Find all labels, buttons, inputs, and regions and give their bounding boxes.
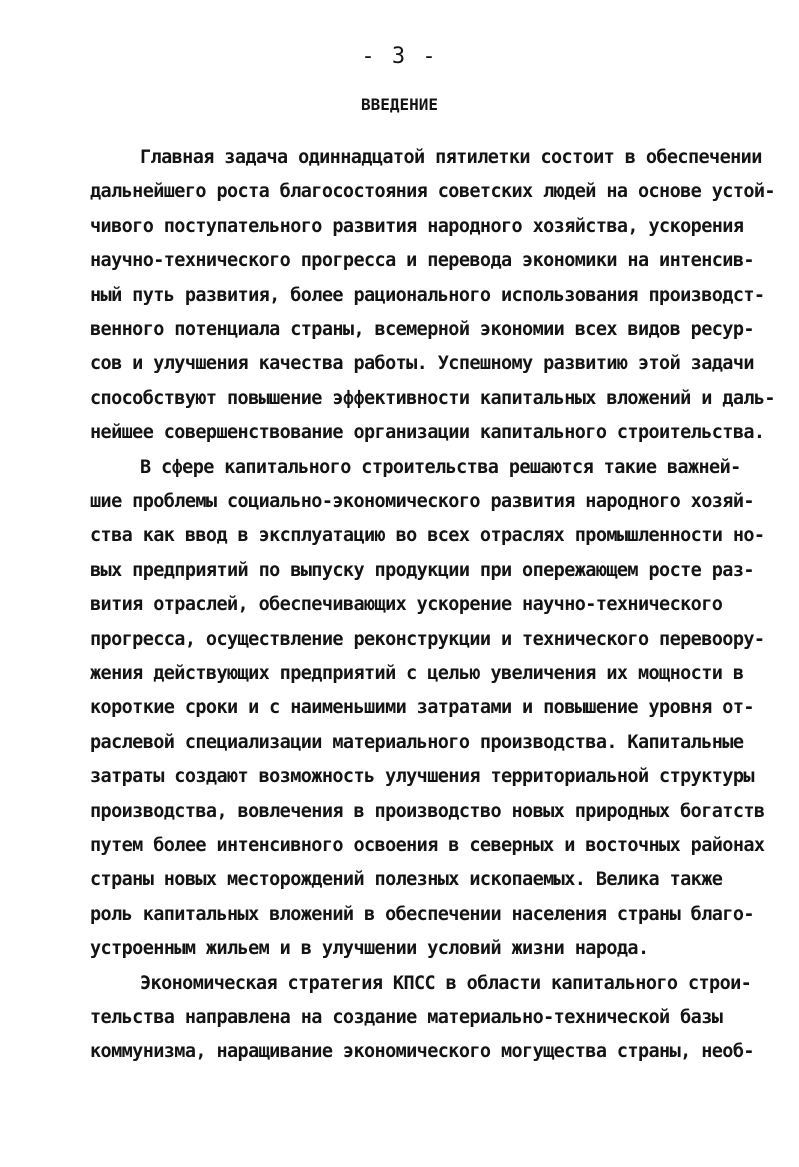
page-number: - 3 - bbox=[361, 44, 438, 69]
text-line: роль капитальных вложений в обеспечении населения страны благо- bbox=[90, 904, 754, 925]
text-line: Экономическая стратегия КПСС в области капитального строи- bbox=[140, 973, 752, 994]
text-line: прогресса, осуществление реконструкции и технического перевоору- bbox=[90, 629, 765, 650]
text-line: вития отраслей, обеспечивающих ускорение научно-технического bbox=[90, 594, 723, 615]
text-line: ства как ввод в эксплуатацию во всех отраслях промышленности но- bbox=[90, 525, 765, 546]
text-line: дальнейшего роста благосостояния советских людей на основе устой- bbox=[90, 181, 775, 202]
text-line: способствуют повышение эффективности капитальных вложений и даль- bbox=[90, 388, 775, 409]
text-line: жения действующих предприятий с целью увеличения их мощности в bbox=[90, 663, 744, 684]
text-line: Главная задача одиннадцатой пятилетки состоит в обеспечении bbox=[140, 147, 762, 168]
text-line: венного потенциала страны, всемерной экономии всех видов ресур- bbox=[90, 319, 754, 340]
page-title: ВВЕДЕНИЕ bbox=[360, 95, 439, 114]
text-line: производства, вовлечения в производство новых природных богатств bbox=[90, 801, 765, 822]
text-line: нейшее совершенствование организации капитального строительства. bbox=[90, 422, 765, 443]
text-line: шие проблемы социально-экономического развития народного хозяй- bbox=[90, 491, 754, 512]
text-line: сов и улучшения качества работы. Успешному развитию этой задачи bbox=[90, 353, 754, 374]
text-line: устроенным жильем и в улучшении условий жизни народа. bbox=[90, 938, 649, 959]
text-line: коммунизма, наращивание экономического могущества страны, необ- bbox=[90, 1041, 754, 1062]
text-line: В сфере капитального строительства решаются такие важней- bbox=[140, 457, 741, 478]
text-line: вых предприятий по выпуску продукции при опережающем росте раз- bbox=[90, 560, 754, 581]
text-line: ный путь развития, более рационального использования производст- bbox=[90, 285, 765, 306]
text-line: чивого поступательного развития народного хозяйства, ускорения bbox=[90, 216, 744, 237]
text-line: затраты создают возможность улучшения территориальной структуры bbox=[90, 766, 754, 787]
text-line: раслевой специализации материального производства. Капитальные bbox=[90, 732, 744, 753]
text-line: тельства направлена на создание материально-технической базы bbox=[90, 1007, 723, 1028]
text-line: страны новых месторождений полезных ископаемых. Велика также bbox=[90, 869, 723, 890]
text-line: научно-технического прогресса и перевода экономики на интенсив- bbox=[90, 250, 754, 271]
text-line: короткие сроки и с наименьшими затратами и повышение уровня от- bbox=[90, 697, 754, 718]
text-line: путем более интенсивного освоения в северных и восточных районах bbox=[90, 835, 765, 856]
